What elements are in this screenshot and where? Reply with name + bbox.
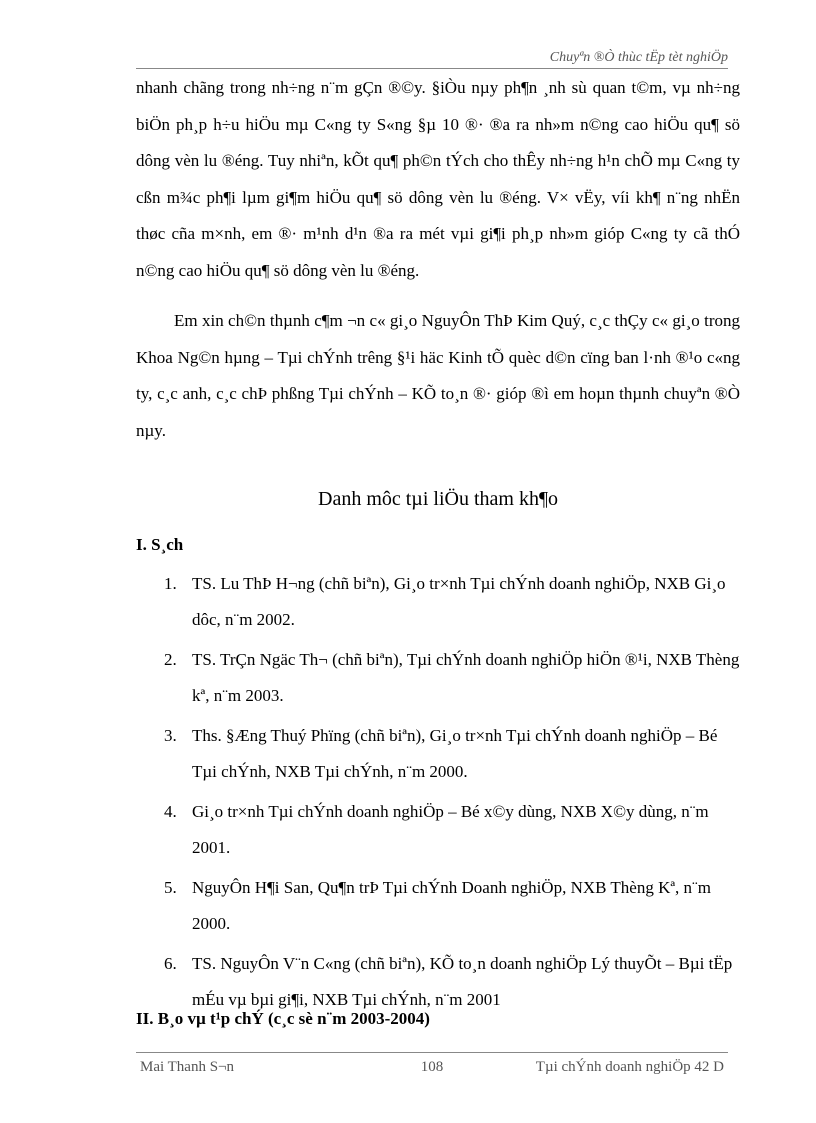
header-text: Chuyªn ®Ò thùc tËp tèt nghiÖp: [549, 50, 728, 65]
reference-text: Ths. §Æng Thuý Phïng (chñ biªn), Gi¸o tr×nh Tµi chÝnh doanh nghiÖp – Bé Tµi chÝnh, NXB Tµi chÝnh, n¨m 2000.: [192, 726, 718, 781]
reference-number: 3.: [164, 726, 177, 745]
page-header: [136, 48, 728, 69]
paragraph-conclusion: nhanh chãng trong nh÷ng n¨m gÇn ®©y. §iÒu nµy ph¶n ¸nh sù quan t©m, vµ nh÷ng biÖn ph¸p h÷u hiÖu mµ C«ng ty S«ng §µ 10 ®· ®a ra nh»m n©ng cao hiÖu qu¶ sö dông vèn lu ®éng. Tuy nhiªn, kÕt qu¶ ph©n tÝch cho thÊy nh÷ng h¹n chÕ mµ C«ng ty cßn m¾c ph¶i lµm gi¶m hiÖu qu¶ sö dông vèn lu ®éng. V× vËy, víi kh¶ n¨ng nhËn thøc cña m×nh, em ®· m¹nh d¹n ®a ra mét vµi gi¶i ph¸p nh»m gióp C«ng ty cã thÓ n©ng cao hiÖu qu¶ sö dông vèn lu ®éng.: [136, 78, 740, 280]
reference-text: NguyÔn H¶i San, Qu¶n trÞ Tµi chÝnh Doanh nghiÖp, NXB Thèng Kª, n¨m 2000.: [192, 878, 711, 933]
reference-number: 1.: [164, 574, 177, 593]
reference-number: 2.: [164, 650, 177, 669]
references-title: Danh môc tµi liÖu tham kh¶o: [318, 488, 558, 510]
reference-number: 4.: [164, 802, 177, 821]
footer-author: Mai Thanh S¬n: [140, 1059, 235, 1075]
reference-number: 5.: [164, 878, 177, 897]
section-press-heading: II. B¸o vµ t¹p chÝ (c¸c sè n¨m 2003-2004): [136, 1009, 430, 1028]
reference-item: [136, 566, 740, 638]
reference-text: TS. NguyÔn V¨n C«ng (chñ biªn), KÕ to¸n doanh nghiÖp Lý thuyÕt – Bµi tËp mÉu vµ bµi gi¶i, NXB Tµi chÝnh, n¨m 2001: [192, 954, 733, 1009]
footer-class: Tµi chÝnh doanh nghiÖp 42 D: [535, 1059, 724, 1075]
reference-item: [136, 870, 740, 942]
section-books-heading: I. S¸ch: [136, 535, 184, 554]
reference-item: [136, 642, 740, 714]
reference-item: [136, 794, 740, 866]
reference-text: TS. TrÇn Ngäc Th¬ (chñ biªn), Tµi chÝnh doanh nghiÖp hiÖn ®¹i, NXB Thèng kª, n¨m 2003.: [192, 650, 740, 705]
page-number: 108: [420, 1059, 444, 1075]
reference-list: [136, 566, 740, 1022]
reference-text: TS. Lu ThÞ H¬ng (chñ biªn), Gi¸o tr×nh Tµi chÝnh doanh nghiÖp, NXB Gi¸o dôc, n¨m 2002.: [192, 574, 726, 629]
reference-text: Gi¸o tr×nh Tµi chÝnh doanh nghiÖp – Bé x©y dùng, NXB X©y dùng, n¨m 2001.: [192, 802, 709, 857]
page-footer: [136, 1052, 728, 1077]
reference-item: [136, 718, 740, 790]
reference-number: 6.: [164, 954, 177, 973]
paragraph-acknowledgement: Em xin ch©n thµnh c¶m ¬n c« gi¸o NguyÔn ThÞ Kim Quý, c¸c thÇy c« gi¸o trong Khoa Ng©n hµng – Tµi chÝnh trêng §¹i häc Kinh tÕ quèc d©n cïng ban l·nh ®¹o c«ng ty, c¸c anh, c¸c chÞ phßng Tµi chÝnh – KÕ to¸n ®· gióp ®ì em hoµn thµnh chuyªn ®Ò nµy.: [136, 311, 740, 440]
